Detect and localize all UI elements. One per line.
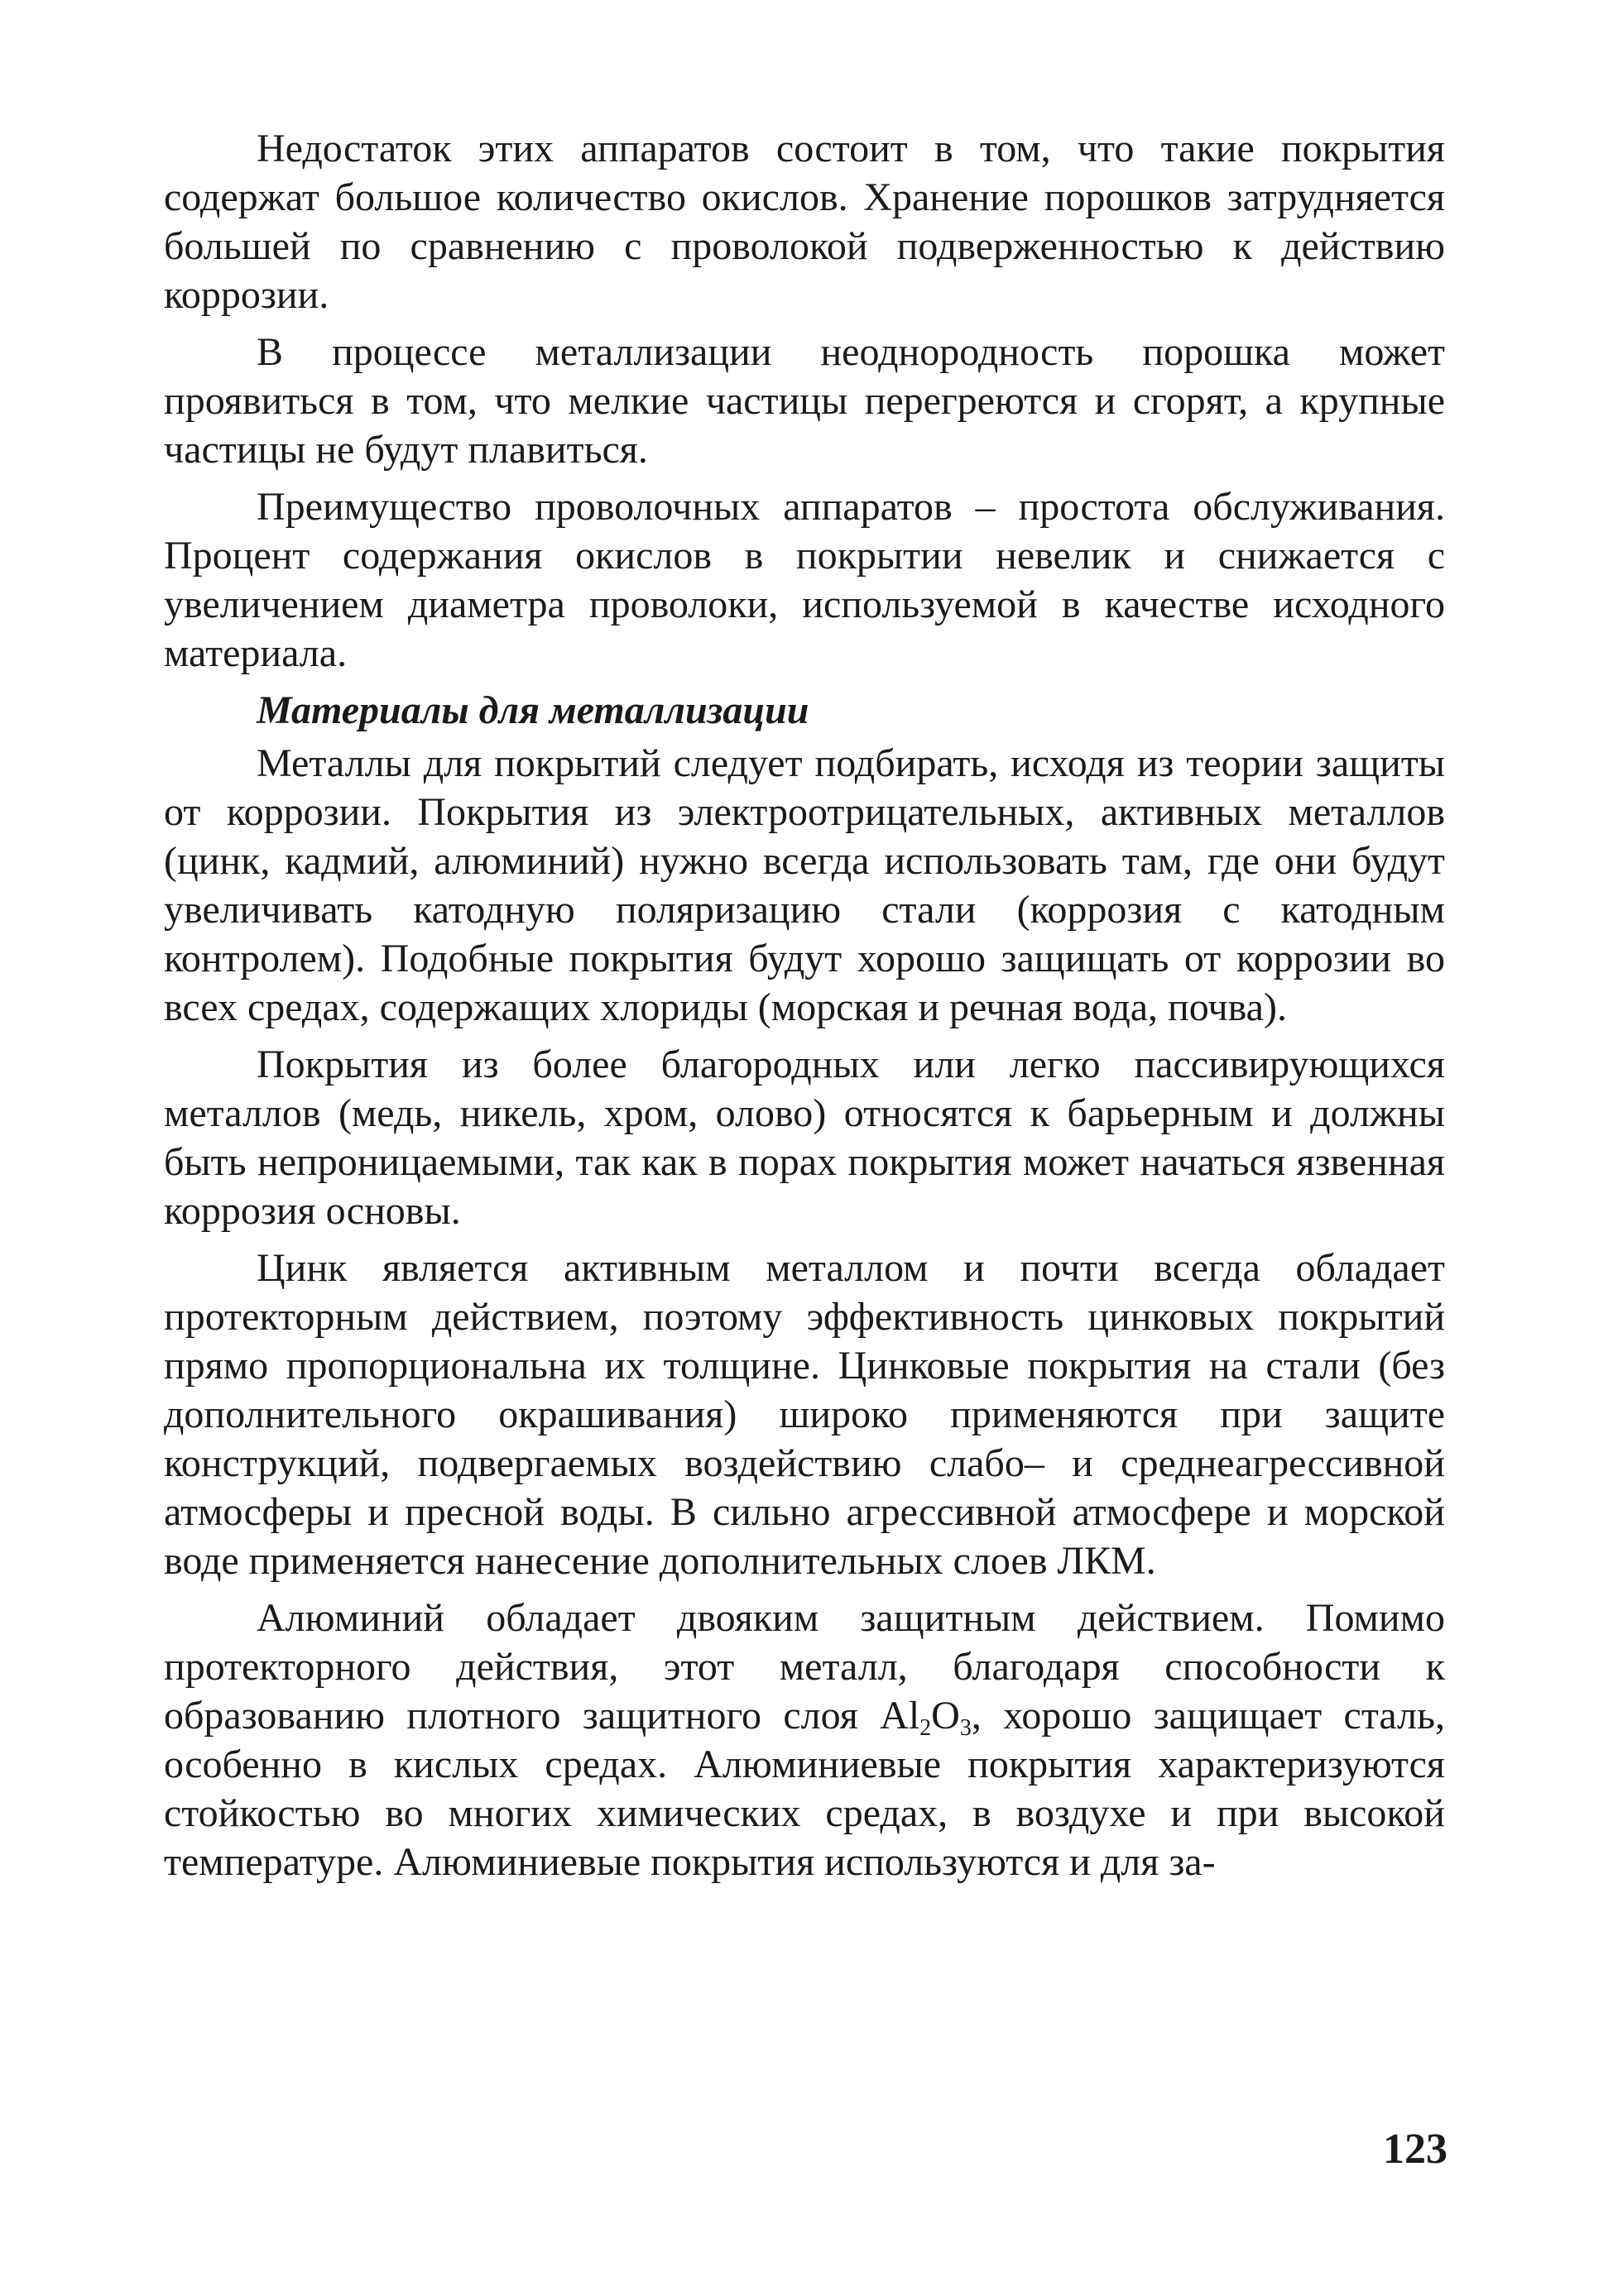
paragraph-zinc: Цинк является активным металлом и почти всегда обладает протекторным действием, поэтому эффективность цинковых покрытий прямо пропорциональна их толщине. Цинковые покрытия на стали (без дополнительного окрашивания) широко применяются при защите конструкций, подвергаемых воздействию слабо– и среднеагрессивной атмосферы и пресной воды. В сильно агрессивной атмосфере и морской воде применяется нанесение дополнительных слоев ЛКМ. [164,1246,1445,1583]
section-heading: Материалы для металлизации [257,688,809,732]
aluminium-text-part1: Алюминий обладает двояким защитным действием. Помимо протекторного действия, этот металл, благодаря способности к образованию плотного защитного слоя Al [164,1596,1445,1738]
subscript-2: 2 [919,1715,932,1741]
page-body [164,124,1445,1895]
aluminium-text-part2: O [931,1694,960,1738]
paragraph-barrier-coatings: Покрытия из более благородных или легко пассивирующихся металлов (медь, никель, хром, олово) относятся к барьерным и должны быть непроницаемыми, так как в порах покрытия может начаться язвенная коррозия основы. [164,1043,1445,1233]
paragraph-aluminium [164,1594,1445,1886]
aluminium-text-part3: , хорошо защищает сталь, особенно в кислых средах. Алюминиевые покрытия характеризуются стойкостью во многих химических средах, в воздухе и при высокой температуре. Алюминиевые покрытия используются и для за- [164,1694,1445,1884]
page-number: 123 [1383,2126,1447,2173]
paragraph-wire-advantage: Преимущество проволочных аппаратов – простота обслуживания. Процент содержания окислов в покрытии невелик и снижается с увеличением диаметра проволоки, используемой в качестве исходного материала. [164,485,1445,675]
paragraph-metal-selection: Металлы для покрытий следует подбирать, исходя из теории защиты от коррозии. Покрытия из электроотрицательных, активных металлов (цинк, кадмий, алюминий) нужно всегда использовать там, где они будут увеличивать катодную поляризацию стали (коррозия с катодным контролем). Подобные покрытия будут хорошо защищать от коррозии во всех средах, содержащих хлориды (морская и речная вода, почва). [164,741,1445,1029]
subscript-3: 3 [959,1715,972,1741]
paragraph-powder-disadvantage: Недостаток этих аппаратов состоит в том, что такие покрытия содержат большое количество окислов. Хранение порошков затрудняется большей по сравнению с проволокой подверженностью к действию коррозии. [164,127,1445,317]
paragraph-powder-inhomogeneity: В процессе металлизации неоднородность порошка может проявиться в том, что мелкие частицы перегреются и сгорят, а крупные частицы не будут плавиться. [164,330,1445,472]
